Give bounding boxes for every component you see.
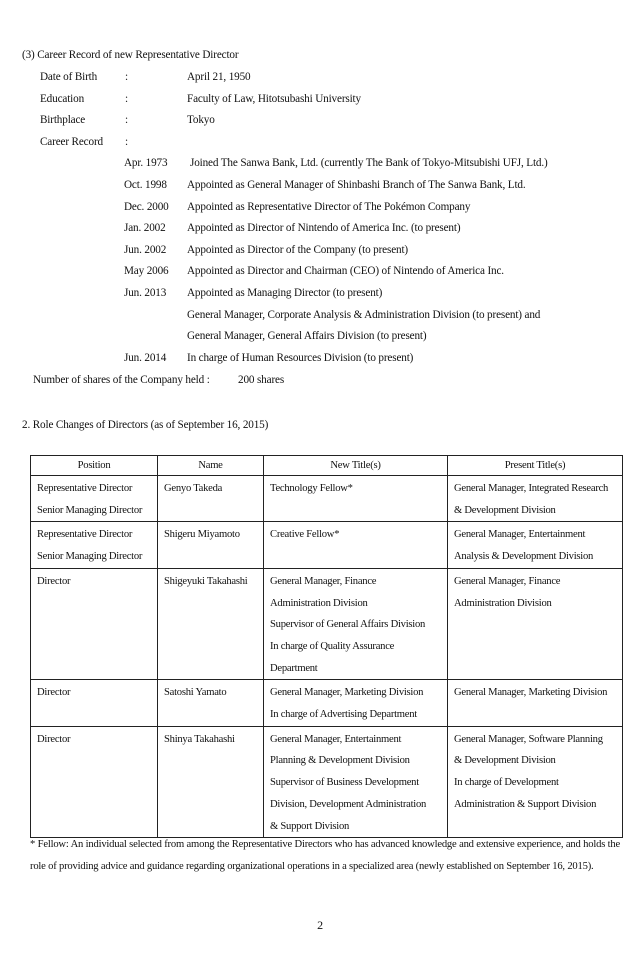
present-title-cell <box>448 476 623 522</box>
present-title-line: General Manager, Entertainment <box>454 529 586 541</box>
position-line: Director <box>37 575 71 587</box>
new-title-cell <box>264 726 448 838</box>
new-title-cell <box>264 568 448 680</box>
new-title-cell <box>264 476 448 522</box>
career-entry-text: Appointed as Representative Director of The Pokémon Company <box>187 201 471 213</box>
present-title-line: Administration Division <box>454 597 552 609</box>
new-title-line: General Manager, Marketing Division <box>270 687 424 699</box>
present-title-line: In charge of Development <box>454 777 559 789</box>
career-entry-date: Jun. 2013 <box>124 287 167 299</box>
new-title-line: Creative Fellow* <box>270 529 340 541</box>
table-row <box>31 568 623 680</box>
new-title-line: & Support Division <box>270 820 350 832</box>
birthplace-label: Birthplace <box>40 114 86 126</box>
new-title-cell <box>264 680 448 726</box>
birth-value: April 21, 1950 <box>187 71 251 83</box>
career-entry-text: Appointed as Director of Nintendo of America Inc. (to present) <box>187 222 461 234</box>
position-line: Senior Managing Director <box>37 551 143 563</box>
new-title-cell <box>264 522 448 568</box>
shares-label: Number of shares of the Company held : <box>33 374 210 386</box>
present-title-line: General Manager, Integrated Research <box>454 483 609 494</box>
director-name: Shigeru Miyamoto <box>164 529 240 541</box>
name-cell <box>158 680 264 726</box>
column-header-name: Name <box>158 456 264 476</box>
birthplace-value: Tokyo <box>187 114 215 126</box>
career-record-separator: : <box>125 136 128 148</box>
career-entry-date: Jan. 2002 <box>124 222 166 234</box>
birth-separator: : <box>125 71 128 83</box>
new-title-line: Department <box>270 662 318 674</box>
present-title-line: & Development Division <box>454 755 556 767</box>
column-header-new-title: New Title(s) <box>264 456 448 476</box>
new-title-line: Division, Development Administration <box>270 798 427 810</box>
position-line: Representative Director <box>37 529 133 541</box>
education-value: Faculty of Law, Hitotsubashi University <box>187 93 361 105</box>
career-entry-date: Jun. 2002 <box>124 244 167 256</box>
career-entry-date: May 2006 <box>124 265 169 277</box>
new-title-line: General Manager, Entertainment <box>270 733 402 745</box>
present-title-cell <box>448 680 623 726</box>
table-header-row <box>31 456 623 476</box>
present-title-line: General Manager, Marketing Division <box>454 687 608 699</box>
career-entry-text: Appointed as Managing Director (to present) <box>187 287 383 299</box>
career-entry-text: General Manager, General Affairs Division (to present) <box>187 330 427 342</box>
name-cell <box>158 726 264 838</box>
present-title-cell <box>448 568 623 680</box>
position-line: Representative Director <box>37 483 133 494</box>
roles-heading: 2. Role Changes of Directors (as of September 16, 2015) <box>22 419 269 431</box>
director-name: Shigeyuki Takahashi <box>164 575 248 587</box>
position-cell <box>31 568 158 680</box>
present-title-cell <box>448 522 623 568</box>
column-header-present-title: Present Title(s) <box>448 456 623 476</box>
position-cell <box>31 522 158 568</box>
career-entry-text: General Manager, Corporate Analysis & Administration Division (to present) and <box>187 309 541 321</box>
new-title-line: In charge of Quality Assurance <box>270 640 395 652</box>
role-changes-table <box>30 455 623 838</box>
career-record-label: Career Record <box>40 136 103 148</box>
career-entry-date: Jun. 2014 <box>124 352 167 364</box>
director-name: Genyo Takeda <box>164 483 223 494</box>
new-title-line: Supervisor of General Affairs Division <box>270 619 426 631</box>
page-number: 2 <box>317 918 323 932</box>
education-label: Education <box>40 93 85 105</box>
director-name: Satoshi Yamato <box>164 687 227 699</box>
position-line: Director <box>37 687 71 699</box>
table-row <box>31 476 623 522</box>
present-title-line: & Development Division <box>454 504 556 516</box>
position-cell <box>31 726 158 838</box>
name-cell <box>158 476 264 522</box>
new-title-line: General Manager, Finance <box>270 575 377 587</box>
career-entry-date: Dec. 2000 <box>124 201 169 213</box>
director-name: Shinya Takahashi <box>164 733 235 745</box>
present-title-cell <box>448 726 623 838</box>
new-title-line: Supervisor of Business Development <box>270 777 419 789</box>
position-line: Senior Managing Director <box>37 504 143 516</box>
new-title-line: Administration Division <box>270 597 368 609</box>
career-entry-text: In charge of Human Resources Division (to present) <box>187 352 414 364</box>
name-cell <box>158 568 264 680</box>
education-separator: : <box>125 93 128 105</box>
present-title-line: General Manager, Software Planning <box>454 733 603 745</box>
career-entry-date: Oct. 1998 <box>124 179 167 191</box>
new-title-line: In charge of Advertising Department <box>270 709 417 721</box>
position-cell <box>31 680 158 726</box>
present-title-line: Administration & Support Division <box>454 798 597 810</box>
present-title-line: General Manager, Finance <box>454 575 561 587</box>
position-line: Director <box>37 733 71 745</box>
present-title-line: Analysis & Development Division <box>454 551 594 563</box>
birthplace-separator: : <box>125 114 128 126</box>
career-entry-text: Appointed as Director of the Company (to present) <box>187 244 408 256</box>
table-row <box>31 726 623 838</box>
career-entry-text: Appointed as General Manager of Shinbashi Branch of The Sanwa Bank, Ltd. <box>187 179 526 191</box>
new-title-line: Technology Fellow* <box>270 483 353 494</box>
table-row <box>31 522 623 568</box>
career-entry-date: Apr. 1973 <box>124 157 168 169</box>
career-heading: (3) Career Record of new Representative Director <box>22 49 239 61</box>
birth-label: Date of Birth <box>40 71 98 83</box>
fellow-footnote: * Fellow: An individual selected from among the Representative Directors who has advanced knowledge and extensive experience, and holds the role of providing advice and guidance regarding organizational operations in a specialized area (newly established on September 16, 2015). <box>30 839 620 872</box>
name-cell <box>158 522 264 568</box>
position-cell <box>31 476 158 522</box>
new-title-line: Planning & Development Division <box>270 755 410 767</box>
career-entry-text: Joined The Sanwa Bank, Ltd. (currently The Bank of Tokyo-Mitsubishi UFJ, Ltd.) <box>190 157 548 169</box>
table-row <box>31 680 623 726</box>
column-header-position: Position <box>31 456 158 476</box>
career-entry-text: Appointed as Director and Chairman (CEO) of Nintendo of America Inc. <box>187 265 504 277</box>
shares-value: 200 shares <box>238 374 285 386</box>
